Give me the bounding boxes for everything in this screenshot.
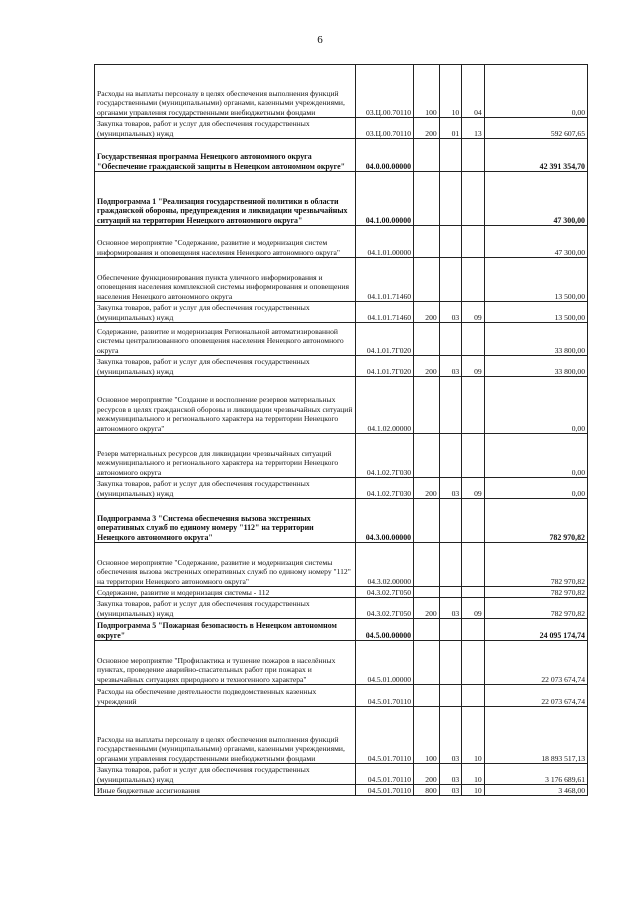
row-code: 04.0.00.00000 <box>355 139 413 172</box>
row-description: Расходы на выплаты персоналу в целях обеспечения выполнения функций государственными (муниципальными) органами, казенными учреждениями, органами управления государственными внебюджетными фондами <box>95 65 356 118</box>
table-row <box>95 764 588 785</box>
row-amount: 22 073 674,74 <box>484 685 587 707</box>
row-code: 04.1.01.7Г020 <box>355 323 413 356</box>
row-subsection <box>462 434 485 478</box>
row-expense-type <box>414 434 440 478</box>
row-section <box>439 587 462 598</box>
row-amount: 0,00 <box>484 478 587 499</box>
row-expense-type <box>414 226 440 258</box>
table-row <box>95 377 588 434</box>
row-section: 03 <box>439 302 462 323</box>
row-description: Резерв материальных ресурсов для ликвидации чрезвычайных ситуаций межмуниципального и регионального характера на территории Ненецкого автономного округа <box>95 434 356 478</box>
row-description: Подпрограмма 1 "Реализация государственной политики в области гражданской обороны, предупреждения и ликвидации чрезвычайных ситуаций на территории Ненецкого автономного округа" <box>95 172 356 226</box>
row-amount: 782 970,82 <box>484 543 587 587</box>
row-expense-type <box>414 258 440 302</box>
row-section: 01 <box>439 118 462 139</box>
row-code: 04.1.01.7Г020 <box>355 356 413 377</box>
row-code: 04.1.01.71460 <box>355 302 413 323</box>
row-subsection <box>462 258 485 302</box>
row-code: 04.3.02.7Г050 <box>355 587 413 598</box>
row-expense-type: 800 <box>414 785 440 796</box>
row-code: 04.1.00.00000 <box>355 172 413 226</box>
row-section <box>439 323 462 356</box>
row-section <box>439 543 462 587</box>
row-amount: 0,00 <box>484 377 587 434</box>
row-expense-type <box>414 543 440 587</box>
row-section: 03 <box>439 598 462 619</box>
row-expense-type: 100 <box>414 65 440 118</box>
row-description: Государственная программа Ненецкого автономного округа "Обеспечение гражданской защиты в Ненецком автономном округе" <box>95 139 356 172</box>
row-section <box>439 139 462 172</box>
row-amount: 3 176 689,61 <box>484 764 587 785</box>
row-subsection: 10 <box>462 764 485 785</box>
row-amount: 782 970,82 <box>484 499 587 543</box>
row-expense-type <box>414 619 440 641</box>
row-subsection <box>462 685 485 707</box>
row-description: Иные бюджетные ассигнования <box>95 785 356 796</box>
row-subsection <box>462 499 485 543</box>
row-section <box>439 226 462 258</box>
table-row <box>95 598 588 619</box>
row-expense-type <box>414 499 440 543</box>
row-expense-type: 200 <box>414 598 440 619</box>
row-code: 04.1.02.7Г030 <box>355 478 413 499</box>
row-section <box>439 377 462 434</box>
row-expense-type: 200 <box>414 118 440 139</box>
row-description: Расходы на обеспечение деятельности подведомственных казенных учреждений <box>95 685 356 707</box>
row-subsection <box>462 619 485 641</box>
row-amount: 13 500,00 <box>484 302 587 323</box>
row-amount: 18 893 517,13 <box>484 707 587 764</box>
row-subsection <box>462 323 485 356</box>
row-expense-type <box>414 641 440 685</box>
row-amount: 42 391 354,70 <box>484 139 587 172</box>
row-subsection <box>462 641 485 685</box>
row-code: 04.1.02.00000 <box>355 377 413 434</box>
row-amount: 592 607,65 <box>484 118 587 139</box>
row-amount: 782 970,82 <box>484 598 587 619</box>
row-expense-type: 200 <box>414 302 440 323</box>
row-code: 04.5.01.70110 <box>355 707 413 764</box>
row-expense-type <box>414 685 440 707</box>
row-subsection: 09 <box>462 598 485 619</box>
row-expense-type <box>414 172 440 226</box>
row-amount: 33 800,00 <box>484 323 587 356</box>
table-row <box>95 172 588 226</box>
row-amount: 47 300,00 <box>484 172 587 226</box>
row-expense-type <box>414 139 440 172</box>
row-section: 03 <box>439 478 462 499</box>
table-row <box>95 641 588 685</box>
table-row <box>95 478 588 499</box>
row-description: Закупка товаров, работ и услуг для обеспечения государственных (муниципальных) нужд <box>95 356 356 377</box>
row-description: Основное мероприятие "Содержание, развитие и модернизация систем информирования и оповещения населения Ненецкого автономного округа" <box>95 226 356 258</box>
table-row <box>95 258 588 302</box>
row-description: Закупка товаров, работ и услуг для обеспечения государственных (муниципальных) нужд <box>95 478 356 499</box>
table-row <box>95 118 588 139</box>
table-row <box>95 543 588 587</box>
row-section: 10 <box>439 65 462 118</box>
table-row <box>95 356 588 377</box>
row-amount: 47 300,00 <box>484 226 587 258</box>
table-row <box>95 685 588 707</box>
table-row <box>95 499 588 543</box>
row-subsection: 09 <box>462 356 485 377</box>
row-section <box>439 641 462 685</box>
row-expense-type <box>414 323 440 356</box>
row-subsection <box>462 587 485 598</box>
row-description: Основное мероприятие "Профилактика и тушение пожаров в населённых пунктах, проведение аварийно-спасательных работ при пожарах и чрезвычайных ситуациях природного и техногенного характера" <box>95 641 356 685</box>
row-amount: 13 500,00 <box>484 258 587 302</box>
row-description: Закупка товаров, работ и услуг для обеспечения государственных (муниципальных) нужд <box>95 764 356 785</box>
row-section <box>439 685 462 707</box>
row-section <box>439 619 462 641</box>
row-subsection: 09 <box>462 302 485 323</box>
row-code: 04.5.01.70110 <box>355 685 413 707</box>
row-subsection <box>462 139 485 172</box>
table-row <box>95 707 588 764</box>
table-row <box>95 323 588 356</box>
row-code: 04.1.02.7Г030 <box>355 434 413 478</box>
row-subsection <box>462 377 485 434</box>
row-code: 03.Ц.00.70110 <box>355 118 413 139</box>
page-number: 6 <box>317 34 323 46</box>
row-section: 03 <box>439 356 462 377</box>
row-code: 04.5.00.00000 <box>355 619 413 641</box>
row-section: 03 <box>439 707 462 764</box>
row-description: Основное мероприятие "Содержание, развитие и модернизация системы обеспечения вызова экстренных оперативных служб по единому номеру "112" на территории Ненецкого автономного округа" <box>95 543 356 587</box>
row-section: 03 <box>439 764 462 785</box>
row-description: Содержание, развитие и модернизация Региональной автоматизированной системы централизованного оповещения населения Ненецкого автономного округа <box>95 323 356 356</box>
row-code: 04.3.00.00000 <box>355 499 413 543</box>
row-amount: 782 970,82 <box>484 587 587 598</box>
row-description: Подпрограмма 3 "Система обеспечения вызова экстренных оперативных служб по единому номеру "112" на территории Ненецкого автономного округа" <box>95 499 356 543</box>
row-description: Обеспечение функционирования пункта уличного информирования и оповещения населения комплексной системы информирования и оповещения населения Ненецкого автономного округа <box>95 258 356 302</box>
row-amount: 0,00 <box>484 434 587 478</box>
row-subsection: 10 <box>462 785 485 796</box>
row-description: Закупка товаров, работ и услуг для обеспечения государственных (муниципальных) нужд <box>95 302 356 323</box>
row-section <box>439 172 462 226</box>
table-row <box>95 587 588 598</box>
row-section: 03 <box>439 785 462 796</box>
row-code: 04.1.01.71460 <box>355 258 413 302</box>
table-row <box>95 302 588 323</box>
table-row <box>95 226 588 258</box>
row-description: Закупка товаров, работ и услуг для обеспечения государственных (муниципальных) нужд <box>95 598 356 619</box>
row-subsection <box>462 543 485 587</box>
row-section <box>439 499 462 543</box>
row-amount: 22 073 674,74 <box>484 641 587 685</box>
row-expense-type <box>414 587 440 598</box>
row-code: 04.5.01.70110 <box>355 785 413 796</box>
row-code: 04.3.02.7Г050 <box>355 598 413 619</box>
row-amount: 24 095 174,74 <box>484 619 587 641</box>
row-subsection: 09 <box>462 478 485 499</box>
row-code: 04.1.01.00000 <box>355 226 413 258</box>
row-expense-type: 200 <box>414 356 440 377</box>
row-description: Содержание, развитие и модернизация системы - 112 <box>95 587 356 598</box>
table-row <box>95 65 588 118</box>
row-expense-type: 200 <box>414 478 440 499</box>
row-section <box>439 258 462 302</box>
row-expense-type: 100 <box>414 707 440 764</box>
row-code: 04.5.01.70110 <box>355 764 413 785</box>
row-description: Расходы на выплаты персоналу в целях обеспечения выполнения функций государственными (муниципальными) органами, казенными учреждениями, органами управления государственными внебюджетными фондами <box>95 707 356 764</box>
budget-table-body <box>95 65 588 796</box>
row-subsection: 13 <box>462 118 485 139</box>
table-row <box>95 619 588 641</box>
row-code: 04.5.01.00000 <box>355 641 413 685</box>
row-code: 04.3.02.00000 <box>355 543 413 587</box>
row-subsection: 10 <box>462 707 485 764</box>
table-row <box>95 139 588 172</box>
row-expense-type <box>414 377 440 434</box>
table-row <box>95 785 588 796</box>
row-amount: 33 800,00 <box>484 356 587 377</box>
row-amount: 3 468,00 <box>484 785 587 796</box>
budget-table <box>94 64 588 796</box>
row-subsection: 04 <box>462 65 485 118</box>
row-section <box>439 434 462 478</box>
row-description: Закупка товаров, работ и услуг для обеспечения государственных (муниципальных) нужд <box>95 118 356 139</box>
table-row <box>95 434 588 478</box>
row-description: Основное мероприятие "Создание и восполнение резервов материальных ресурсов в целях гражданской обороны и ликвидации чрезвычайных ситуаций межмуниципального и регионального характера на территории Ненецкого автономного округа" <box>95 377 356 434</box>
row-expense-type: 200 <box>414 764 440 785</box>
row-amount: 0,00 <box>484 65 587 118</box>
row-subsection <box>462 226 485 258</box>
row-description: Подпрограмма 5 "Пожарная безопасность в Ненецком автономном округе" <box>95 619 356 641</box>
row-code: 03.Ц.00.70110 <box>355 65 413 118</box>
row-subsection <box>462 172 485 226</box>
